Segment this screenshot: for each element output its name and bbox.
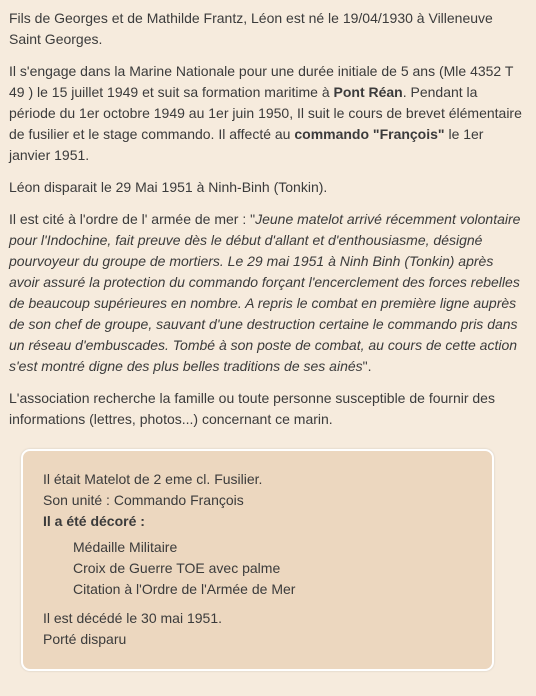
paragraph-appeal: L'association recherche la famille ou toute personne susceptible de fournir des informations (lettres, photos...) concernant ce marin. [9, 390, 495, 427]
service-summary-box [21, 449, 494, 671]
death-line: Il est décédé le 30 mai 1951. [43, 610, 223, 626]
citation-quote: Jeune matelot arrivé récemment volontaire pour l'Indochine, fait preuve dès le début d'allant et d'enthousiasme, désigné pourvoyeur du groupe de mortiers. Le 29 mai 1951 à Ninh Binh (Tonkin) après avoir assuré la protection du commando forçant l'encerclement des forces rebelles de beaucoup supérieures en nombre. A repris le combat en première ligne auprès de son chef de groupe, sauvant d'une destruction certaine le commando pris dans un réseau d'embuscades. Tombé à son poste de combat, au cours de cette action s'est montré digne des plus belles traditions de ses ainés [9, 211, 521, 374]
status-line: Porté disparu [43, 631, 127, 647]
medal-item: Médaille Militaire [73, 539, 178, 555]
enlistment-text-a: Il s'engage dans la Marine Nationale pour une durée initiale de 5 ans (Mle 4352 T 49 ) le 15 juillet 1949 et suit sa formation maritime à [9, 63, 514, 100]
citation-end: ". [362, 358, 372, 374]
enlistment-text-c: . Pendant la période du 1er octobre 1949 au 1er juin 1950, Il suit le cours de brevet élémentaire de fusilier et le stage commando. Il affecté au [9, 84, 522, 142]
unit-line: Son unité : Commando François [43, 492, 244, 508]
rank-line: Il était Matelot de 2 eme cl. Fusilier. [43, 471, 263, 487]
paragraph-citation [9, 209, 525, 377]
citation-intro: Il est cité à l'ordre de l' armée de mer : " [9, 211, 256, 227]
enlistment-text-e: le 1er janvier 1951. [9, 126, 484, 163]
training-location: Pont Réan [333, 84, 403, 100]
commando-unit: commando "François" [294, 126, 445, 142]
paragraph-disappearance: Léon disparait le 29 Mai 1951 à Ninh-Binh (Tonkin). [9, 179, 328, 195]
medal-item: Citation à l'Ordre de l'Armée de Mer [73, 581, 296, 597]
medal-item: Croix de Guerre TOE avec palme [73, 560, 281, 576]
paragraph-enlistment [9, 61, 525, 166]
paragraph-birth: Fils de Georges et de Mathilde Frantz, Léon est né le 19/04/1930 à Villeneuve Saint Georges. [9, 10, 493, 47]
biography-text [9, 8, 525, 441]
decorations-heading: Il a été décoré : [43, 513, 145, 529]
medals-list [73, 537, 492, 600]
